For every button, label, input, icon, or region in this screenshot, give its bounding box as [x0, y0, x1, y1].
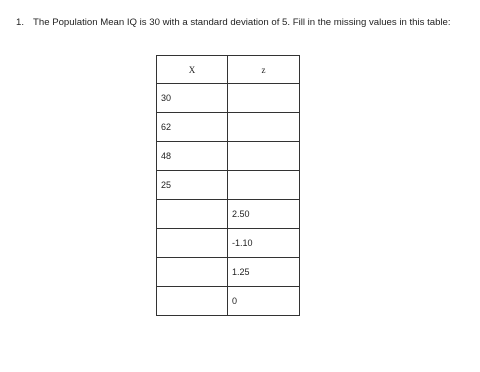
z-cell[interactable]	[228, 142, 300, 171]
table-row	[157, 171, 300, 200]
x-cell[interactable]	[157, 200, 228, 229]
x-cell[interactable]	[157, 258, 228, 287]
table-row	[157, 258, 300, 287]
table-row	[157, 113, 300, 142]
x-cell[interactable]: 62	[157, 113, 228, 142]
question	[16, 14, 471, 31]
table-row	[157, 229, 300, 258]
z-cell[interactable]	[228, 113, 300, 142]
z-cell[interactable]	[228, 171, 300, 200]
x-cell[interactable]: 30	[157, 84, 228, 113]
z-cell[interactable]	[228, 84, 300, 113]
x-cell[interactable]: 48	[157, 142, 228, 171]
z-cell[interactable]: 2.50	[228, 200, 300, 229]
x-cell[interactable]	[157, 229, 228, 258]
x-cell[interactable]	[157, 287, 228, 316]
z-cell[interactable]: -1.10	[228, 229, 300, 258]
table-row	[157, 84, 300, 113]
z-cell[interactable]: 1.25	[228, 258, 300, 287]
question-text: The Population Mean IQ is 30 with a standard deviation of 5. Fill in the missing values in this table:	[33, 17, 451, 28]
table-row	[157, 200, 300, 229]
table-row	[157, 142, 300, 171]
question-number: 1.	[16, 17, 25, 28]
iq-table	[156, 55, 300, 316]
table-header-row	[157, 56, 300, 84]
z-column-header: z	[228, 56, 300, 84]
x-column-header: X	[157, 56, 228, 84]
table-row	[157, 287, 300, 316]
z-cell[interactable]: 0	[228, 287, 300, 316]
x-cell[interactable]: 25	[157, 171, 228, 200]
